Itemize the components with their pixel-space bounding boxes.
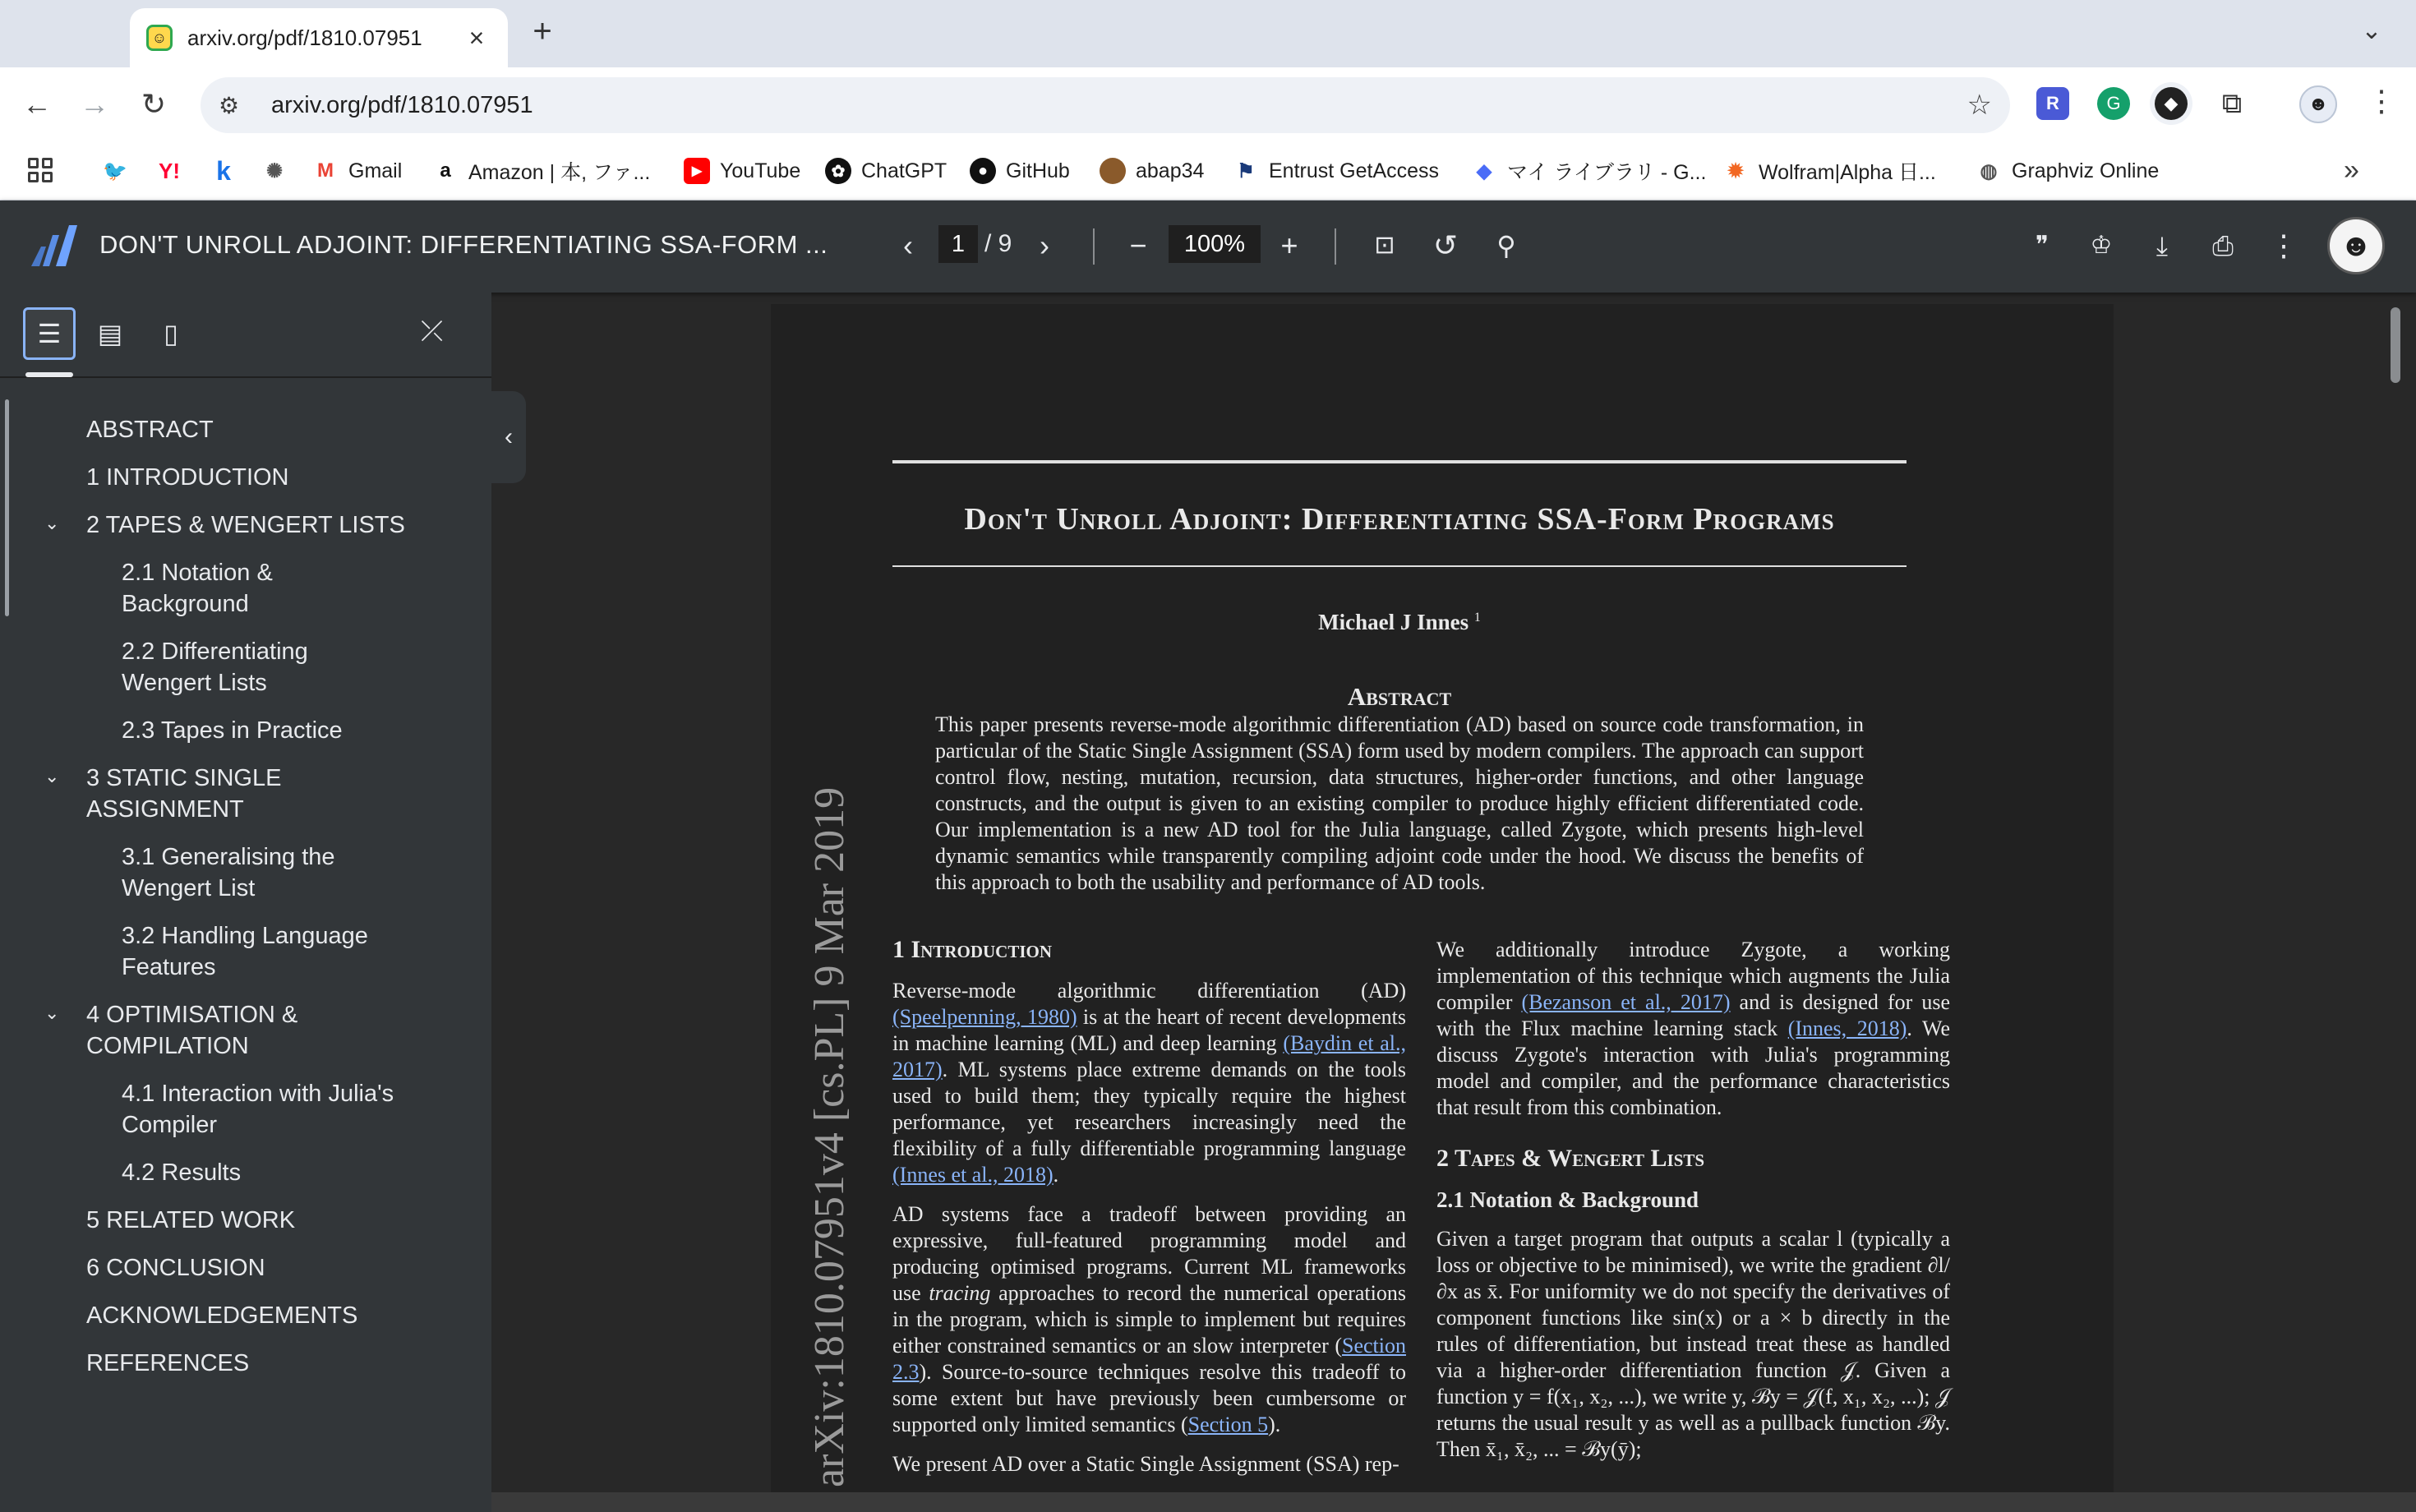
outline-item-4-2[interactable]: 4.2 Results [122,1159,242,1186]
bookmark-gmail[interactable] [312,153,402,189]
outline-line: 3.2 Handling Language [122,923,368,949]
chevron-left-icon: ‹ [505,423,513,450]
browser-toolbar [0,67,2416,141]
annotations-icon[interactable]: ▤ [97,319,123,348]
bookmark-star-icon[interactable]: ☆ [1966,90,1992,121]
url-input[interactable] [270,91,1967,120]
text-run: ). [1268,1413,1281,1436]
bookmark-label: YouTube [720,159,801,182]
paper-author [892,610,1907,635]
bookmark-label: Entrust GetAccess [1269,159,1440,182]
bookmark-github[interactable] [970,153,1070,189]
fit-to-page-icon[interactable]: ⊡ [1374,232,1395,259]
text-run: is at the heart of recent developments in machine learning (ML) and deep learning [892,1005,1406,1055]
author-affiliation-mark: 1 [1473,611,1481,625]
intro-paragraph-2 [892,1201,1406,1438]
bookmark-label: GitHub [1006,159,1070,182]
section-2-1-heading: 2.1 Notation & Background [1436,1187,1699,1212]
author-name: Michael J Innes [1318,610,1469,634]
reload-icon[interactable]: ↻ [141,87,167,121]
outline-list-icon[interactable]: ☰ [23,307,76,360]
outline-line: Compiler [122,1112,218,1138]
bookmarks-bar [0,141,2416,201]
forward-icon[interactable]: → [80,87,109,121]
browser-menu-icon[interactable]: ⋮ [2367,84,2396,118]
section-1-heading: 1 Introduction [892,936,1053,963]
citation-link[interactable]: (Bezanson et al., 2017) [1521,990,1731,1014]
rotate-icon[interactable]: ↺ [1432,228,1459,262]
outline-line: 4.1 Interaction with Julia's [122,1081,394,1107]
bug-icon: ✺ [265,159,284,182]
bookmark-bug[interactable] [261,153,297,189]
toolbar-divider [1335,228,1336,265]
bookmark-label: Amazon | 本, ファ... [468,161,651,184]
user-avatar[interactable]: ☻ [2327,217,2385,274]
abap34-icon [1100,158,1126,184]
outline-item-optimisation[interactable] [86,999,297,1062]
amazon-icon: a [440,159,451,182]
pdf-viewer [0,201,2416,1512]
outline-line: Features [122,954,216,980]
chevron-down-icon[interactable]: ⌄ [44,513,60,533]
text-run: AD systems face a tradeoff between providing an expressive, full-featured programming model and producing optimised programs. Current ML frameworks use [892,1202,1406,1305]
outline-line: 4 OPTIMISATION & [86,1002,298,1028]
toolbar-divider [1093,228,1095,265]
bookmark-k[interactable] [210,153,247,189]
outline-line: 2.1 Notation & [122,560,273,586]
text-run: Reverse-mode algorithmic differentiation (AD) [892,979,1406,1003]
outline-item-acknowledgements[interactable]: ACKNOWLEDGEMENTS [86,1302,358,1329]
globe-icon: ◍ [1980,159,1998,182]
page-number-input[interactable] [938,225,978,263]
section-link[interactable]: Section 5 [1187,1413,1269,1436]
previous-page-icon[interactable]: ‹ [903,228,913,262]
tab-title: arxiv.org/pdf/1810.07951 [187,25,422,50]
section-link[interactable]: Section 2.3 [892,1334,1406,1384]
more-bookmarks-icon[interactable]: » [2344,154,2359,186]
zoom-in-icon[interactable]: + [1280,228,1298,262]
abstract-text: This paper presents reverse-mode algorithmic differentiation (AD) based on source code transformation, in particular of the Static Single Assignment (SSA) form used by modern compilers. The approach can support control flow, nesting, mutation, recursion, data structures, higher-order functions, and other language constructs, and the output is given to an existing compiler to produce highly efficient differentiated code. Our implementation is a new AD tool for the Julia language, called Zygote, which presents high-level dynamic semantics while transparently compiling adjoint code under the hood. We discuss the benefits of this approach to both the usability and performance of AD tools. [935,712,1864,894]
outline-item-tapes[interactable]: 2 TAPES & WENGERT LISTS [86,512,405,538]
bookmark-library[interactable] [1471,153,1706,189]
intro-paragraph-1 [892,978,1406,1188]
outline-sidebar [0,293,491,1512]
search-icon[interactable]: ⚲ [1496,231,1516,260]
extension-r-icon[interactable]: R [2036,87,2069,120]
scholar-hat-icon[interactable]: ♔ [2090,232,2113,259]
outline-line: 3 STATIC SINGLE [86,765,282,791]
outline-item-references[interactable]: REFERENCES [86,1350,250,1376]
vertical-scrollbar[interactable] [2388,296,2403,1364]
chevron-down-icon[interactable]: ⌄ [44,1003,60,1023]
new-tab-icon[interactable]: + [533,13,552,49]
github-icon: ● [970,158,996,184]
close-tab-icon[interactable]: × [468,22,485,53]
download-icon[interactable]: ⤓ [2155,231,2169,260]
arxiv-watermark: arXiv:1810.07951v4 [cs.PL] 9 Mar 2019 [806,786,853,1487]
entrust-icon: ⚑ [1237,159,1255,182]
notation-paragraph: Given a target program that outputs a scalar l (typically a loss or objective to be minimised), we write the gradient ∂l/∂x as x̄. For uniformity we do not specify the derivatives of component functions like sin(x) or a × b directly in the rules of differentiation, but instead treat these as handled via a higher-order differentiation function 𝒥. Given a function y = f(x₁, x₂, ...), we write y, ℬy = 𝒥(f, x₁, x₂, ...); 𝒥 returns the usual result y as well as a pullback function ℬy. Then x̄₁, x̄₂, ... = ℬy(ȳ); [1436,1227,1950,1461]
text-run: We additionally introduce Zygote, a working implementation of this technique which augments the Julia compiler [1436,938,1950,1014]
outline-item-3-1[interactable] [122,841,335,904]
outline-line: COMPILATION [86,1033,249,1059]
title-rule-bottom [892,565,1907,567]
bookmark-label: マイ ライブラリ - G... [1507,161,1707,184]
back-icon[interactable]: ← [22,87,52,121]
pdf-page [771,304,2114,1512]
bookmark-label: ChatGPT [861,159,947,182]
outline-item-related-work[interactable]: 5 RELATED WORK [86,1207,296,1233]
next-page-icon[interactable]: › [1040,228,1049,262]
abstract-heading: Abstract [1347,682,1452,711]
emphasis: tracing [929,1281,991,1305]
wolfram-icon: ✹ [1727,159,1745,182]
intro-paragraph-3: We present AD over a Static Single Assignment (SSA) rep- [892,1452,1399,1476]
text-run: and is designed for use with the Flux machine learning stack [1436,990,1950,1040]
page-total: / 9 [984,230,1012,257]
zygote-paragraph [1436,937,1950,1121]
text-run: . We discuss Zygote's interaction with Julia's programming model and compiler, and the performance characteristics that result from this combination. [1436,1016,1950,1119]
chevron-down-icon[interactable]: ⌄ [44,766,60,786]
pdf-toolbar [0,201,2416,293]
right-column [1436,937,1950,1476]
site-info-icon[interactable]: ⚙ [219,92,240,118]
outline-item-2-3[interactable]: 2.3 Tapes in Practice [122,717,343,744]
bookmark-chatgpt[interactable] [825,153,947,189]
outline-item-conclusion[interactable]: 6 CONCLUSION [86,1255,265,1281]
bookmark-youtube[interactable] [684,153,800,189]
outline-scroll-indicator [5,399,9,616]
bookmark-abap34[interactable] [1100,153,1204,189]
scrollbar-thumb[interactable] [2391,307,2400,383]
tab-strip [0,0,2416,67]
outline-line: Background [122,591,249,617]
zoom-out-icon[interactable]: − [1129,228,1147,262]
text-run: ). Source-to-source techniques resolve this tradeoff to some extent but have previously been cumbersome or supported only limited semantics ( [892,1360,1406,1436]
section-2-heading: 2 Tapes & Wengert Lists [1436,1145,1705,1172]
tab-search-chevron-icon[interactable]: ⌄ [2361,17,2382,44]
citation-link[interactable]: (Baydin et al., 2017) [892,1031,1406,1081]
cite-quote-icon[interactable]: ❞ [2035,232,2049,259]
left-column [892,937,1406,1491]
k-icon: k [216,155,231,186]
outline-item-4-1[interactable] [122,1078,394,1141]
text-run: . [1053,1163,1059,1187]
twitter-icon: 🐦 [103,159,127,182]
sidebar-toggle-handle[interactable] [491,391,526,483]
favicon-icon: ☺ [146,25,173,51]
outline-line: Wengert List [122,875,256,901]
bookmark-label: Graphviz Online [2012,159,2160,182]
bookmark-label: Gmail [348,159,403,182]
bookmark-graphviz[interactable] [1976,153,2159,189]
text-run: . ML systems place extreme demands on the tools used to build them; they typically require the highest performance, yet researchers increasingly need the flexibility of a fully differentiable programming language [892,1058,1406,1160]
library-icon: ◆ [1476,159,1492,182]
outline-item-2-1[interactable] [122,557,273,620]
extension-shield-icon[interactable]: ◆ [2155,87,2188,120]
bookmark-entrust[interactable] [1233,153,1439,189]
bookmark-label: abap34 [1136,159,1205,182]
bookmark-yahoo[interactable] [156,153,192,189]
sidebar-header [0,293,491,378]
citation-link[interactable]: (Speelpenning, 1980) [892,1005,1077,1029]
browser-tab[interactable] [130,8,508,67]
chatgpt-icon: ✿ [825,158,851,184]
grammarly-icon[interactable]: G [2097,87,2130,120]
bookmark-amazon[interactable] [432,153,650,189]
collapse-all-icon[interactable]: ⤫ [421,316,444,347]
print-icon[interactable]: ⎙ [2212,231,2234,260]
bookmark-label: Wolfram|Alpha 日... [1759,161,1936,184]
text-run: approaches to record the numerical operations in the program, which is simple to implement but requires either constrained semantics or an slow interpreter ( [892,1281,1406,1358]
profile-avatar[interactable]: ☻ [2299,85,2337,123]
citation-link[interactable]: (Innes et al., 2018) [892,1163,1054,1187]
apps-grid-icon[interactable] [28,158,53,182]
yahoo-icon: Y! [159,158,180,183]
youtube-icon: ▶ [684,158,710,184]
outline-item-introduction[interactable]: 1 INTRODUCTION [86,464,289,491]
outline-item-abstract[interactable]: ABSTRACT [86,417,214,443]
outline-line: 3.1 Generalising the [122,844,335,870]
address-bar[interactable] [201,77,2010,133]
document-title: DON'T UNROLL ADJOINT: DIFFERENTIATING SSA-FORM ... [99,230,828,259]
zoom-level-input[interactable]: 100% [1169,225,1261,263]
citation-link[interactable]: (Innes, 2018) [1787,1016,1907,1040]
outline-item-ssa[interactable] [86,763,281,825]
outline-line: Wengert Lists [122,670,267,696]
outline-item-3-2[interactable] [122,920,368,983]
thumbnails-icon[interactable]: ▯ [164,319,178,348]
paper-title: Don't Unroll Adjoint: Differentiating SSA-Form Programs [964,502,1835,537]
more-options-icon[interactable]: ⋮ [2269,228,2298,262]
title-rule-top [892,460,1907,463]
bookmark-wolfram[interactable] [1722,153,1936,189]
outline-item-2-2[interactable] [122,636,308,698]
app-logo-icon [31,224,79,266]
outline-line: 2.2 Differentiating [122,638,308,665]
gmail-icon: M [317,159,334,182]
outline-line: ASSIGNMENT [86,796,244,823]
horizontal-scrollbar[interactable] [491,1492,2416,1512]
bookmark-twitter[interactable] [102,153,138,189]
extensions-puzzle-icon[interactable]: ⧉ [2221,87,2243,119]
